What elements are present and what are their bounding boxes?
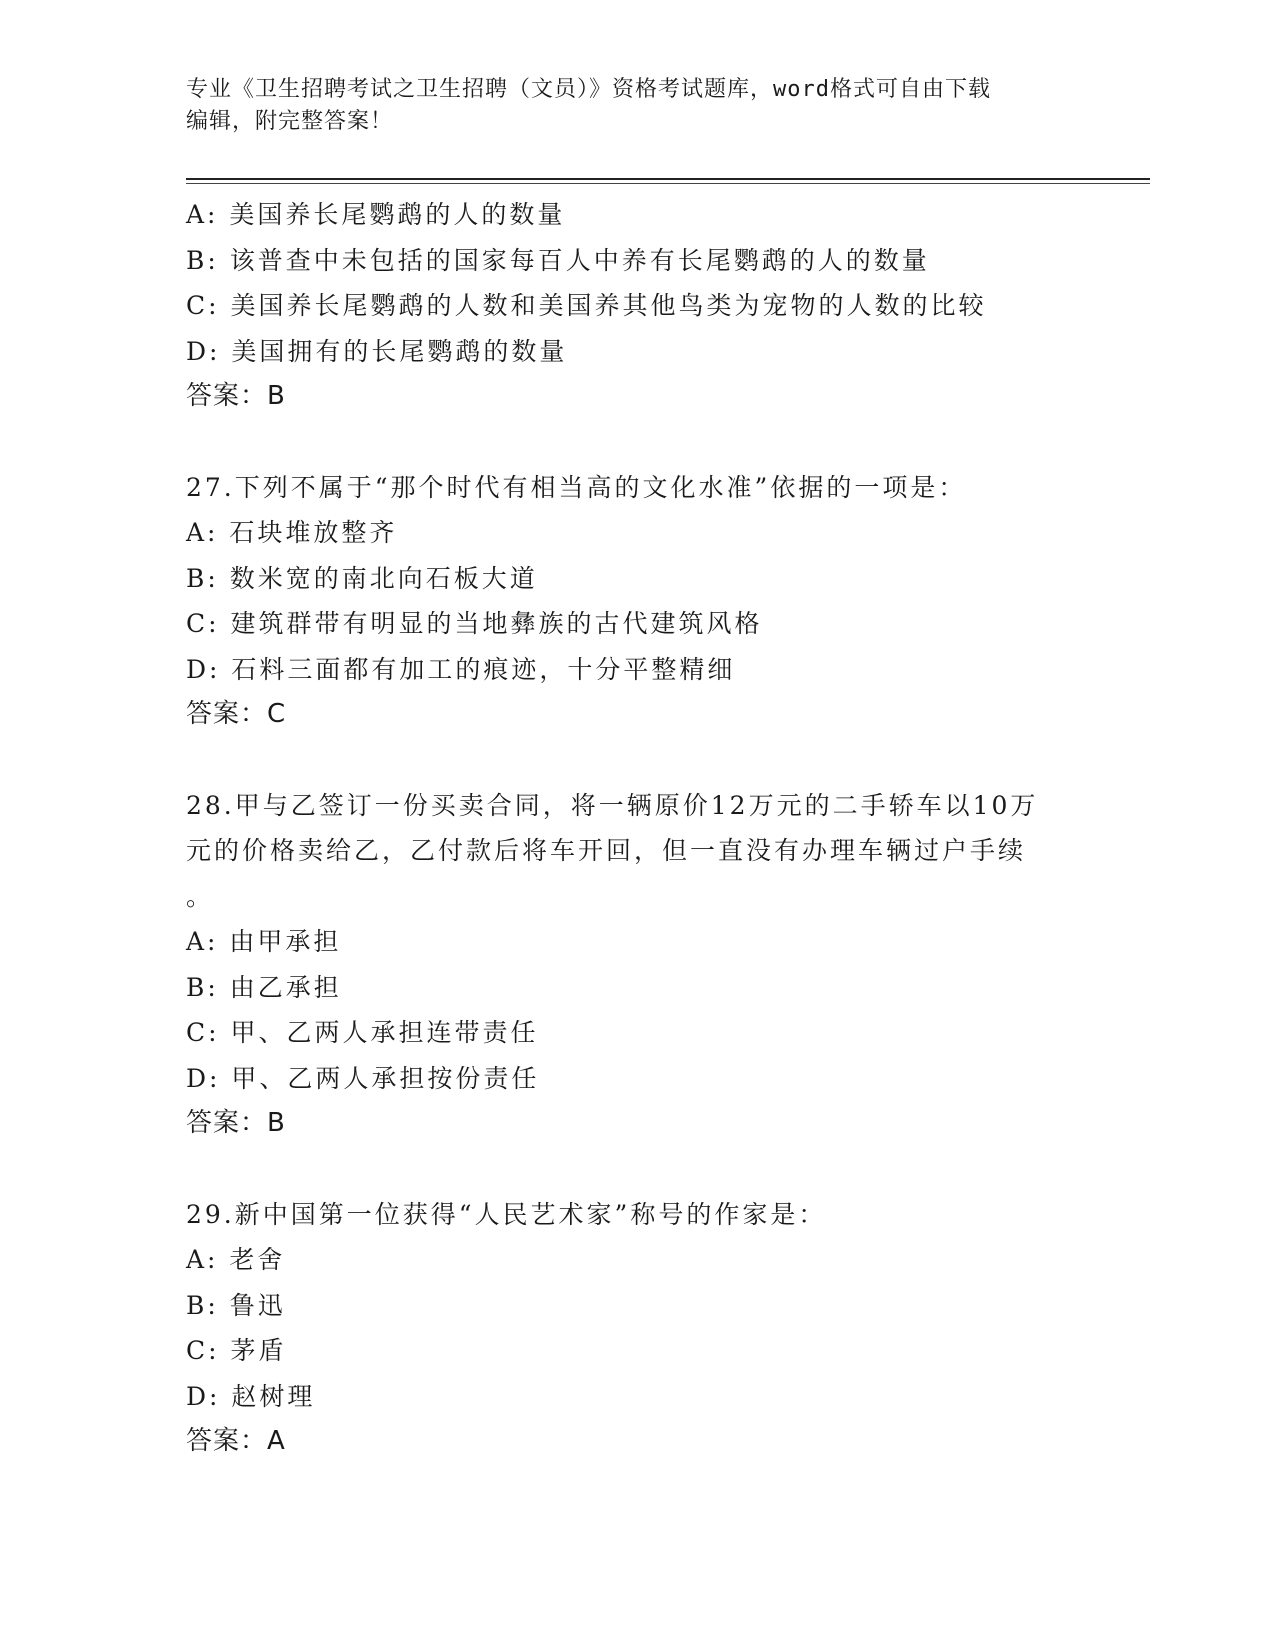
q29-option-a: A: 老舍 xyxy=(186,1245,286,1274)
q29-option-b: B: 鲁迅 xyxy=(186,1290,286,1320)
q28-question-line-3: 。 xyxy=(186,881,215,911)
question-list xyxy=(186,192,1086,1465)
q28-question-line-2: 元的价格卖给乙，乙付款后将车开回，但一直没有办理车辆过户手续 xyxy=(186,836,1027,865)
q27-question: 27.下列不属于“那个时代有相当高的文化水准”依据的一项是： xyxy=(186,472,967,502)
q29-question: 29.新中国第一位获得“人民艺术家”称号的作家是： xyxy=(186,1199,827,1229)
question-26-block xyxy=(186,192,1086,420)
header-line-1: 专业《卫生招聘考试之卫生招聘（文员）》资格考试题库，word格式可自由下载 xyxy=(186,77,991,102)
q28-option-d: D: 甲、乙两人承担按份责任 xyxy=(186,1063,540,1093)
q28-option-b: B: 由乙承担 xyxy=(186,972,342,1002)
header-line-2: 编辑，附完整答案！ xyxy=(186,109,394,134)
q28-answer: 答案：B xyxy=(186,1108,286,1138)
q28-question-line-1: 28.甲与乙签订一份买卖合同，将一辆原价12万元的二手轿车以10万 xyxy=(186,790,1039,820)
q28-option-c: C: 甲、乙两人承担连带责任 xyxy=(186,1018,539,1047)
q26-option-d: D: 美国拥有的长尾鹦鹉的数量 xyxy=(186,336,568,366)
q26-option-b: B: 该普查中未包括的国家每百人中养有长尾鹦鹉的人的数量 xyxy=(186,245,930,275)
header-divider-thick xyxy=(186,178,1150,180)
header-divider-thin xyxy=(186,183,1150,184)
q29-option-c: C: 茅盾 xyxy=(186,1336,287,1365)
document-header xyxy=(186,74,1066,138)
q27-option-c: C: 建筑群带有明显的当地彝族的古代建筑风格 xyxy=(186,609,763,638)
question-27-block xyxy=(186,465,1086,738)
q26-answer: 答案：B xyxy=(186,381,286,411)
q26-option-a: A: 美国养长尾鹦鹉的人的数量 xyxy=(186,200,566,229)
q29-answer: 答案：A xyxy=(186,1426,286,1456)
question-28-block xyxy=(186,783,1086,1147)
question-29-block xyxy=(186,1192,1086,1465)
q28-option-a: A: 由甲承担 xyxy=(186,927,342,956)
q27-answer: 答案：C xyxy=(186,699,287,729)
q29-option-d: D: 赵树理 xyxy=(186,1381,316,1411)
q27-option-d: D: 石料三面都有加工的痕迹，十分平整精细 xyxy=(186,654,736,684)
q27-option-a: A: 石块堆放整齐 xyxy=(186,518,398,547)
q26-option-c: C: 美国养长尾鹦鹉的人数和美国养其他鸟类为宠物的人数的比较 xyxy=(186,291,987,320)
q27-option-b: B: 数米宽的南北向石板大道 xyxy=(186,563,538,593)
